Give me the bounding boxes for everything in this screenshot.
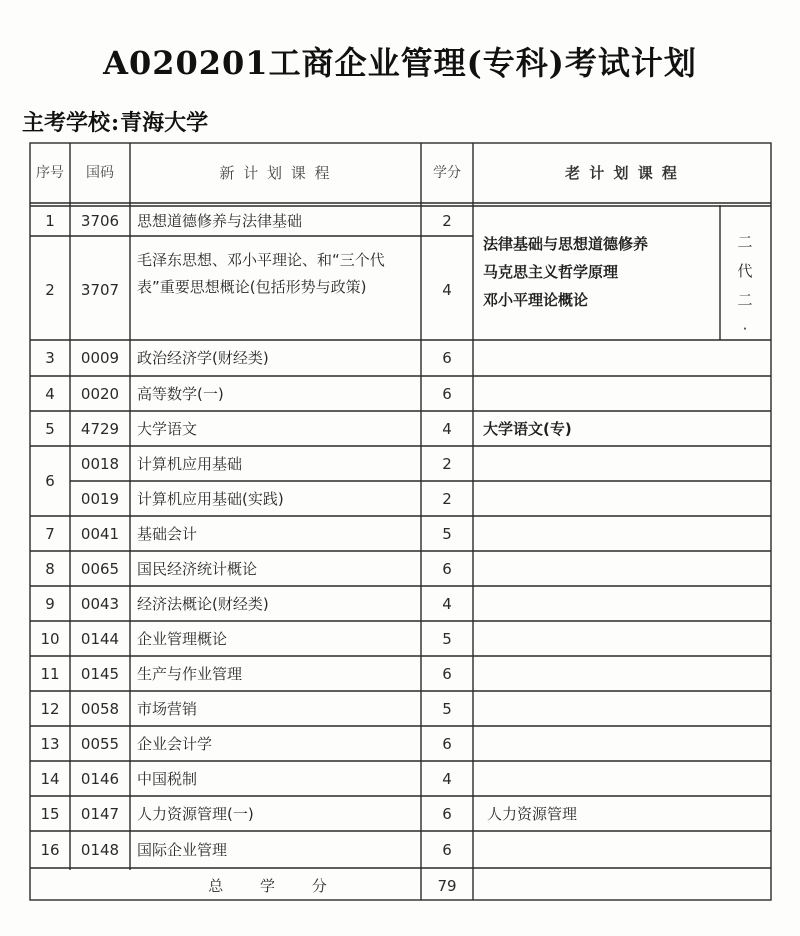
row-4-seq: 4 (45, 385, 55, 403)
row-8-credit: 6 (442, 560, 452, 578)
row-3-code: 0009 (80, 349, 120, 367)
header-credit: 学分 (433, 165, 461, 181)
row-10-seq: 10 (40, 630, 60, 648)
header-seq: 序号 (36, 165, 64, 181)
row-10-code: 0144 (80, 630, 120, 648)
row-14-seq: 14 (40, 770, 60, 788)
row-6a-course: 计算机应用基础 (137, 455, 243, 473)
row-6a-code: 0018 (80, 455, 120, 473)
row-7-seq: 7 (45, 525, 55, 543)
row-3-seq: 3 (45, 349, 55, 367)
header-code: 国码 (86, 165, 114, 181)
row-13-course: 企业会计学 (137, 735, 213, 753)
row-14-credit: 4 (442, 770, 452, 788)
total-credits-value: 79 (437, 877, 457, 895)
old-course-row-5: 大学语文(专) (483, 420, 572, 438)
row-4-course: 高等数学(一) (137, 385, 224, 403)
row-6b-credit: 2 (442, 490, 452, 508)
row-9-code: 0043 (80, 595, 120, 613)
total-credits-label: 总 学 分 (208, 877, 343, 895)
row-12-credit: 5 (442, 700, 452, 718)
row-6b-course: 计算机应用基础(实践) (137, 490, 284, 508)
row-2-seq: 2 (45, 281, 55, 299)
row-11-course: 生产与作业管理 (137, 665, 243, 683)
row-12-code: 0058 (80, 700, 120, 718)
row-2-course: 毛泽东思想、邓小平理论、和“三个代表”重要思想概论(包括形势与政策) (137, 251, 385, 296)
row-13-code: 0055 (80, 735, 120, 753)
row-10-course: 企业管理概论 (137, 630, 228, 648)
row-6b-code: 0019 (80, 490, 120, 508)
row-11-credit: 6 (442, 665, 452, 683)
row-1-code: 3706 (80, 212, 120, 230)
row-5-course: 大学语文 (137, 420, 198, 438)
row-13-seq: 13 (40, 735, 60, 753)
row-12-seq: 12 (40, 700, 60, 718)
row-12-course: 市场营销 (137, 700, 198, 718)
row-5-code: 4729 (80, 420, 120, 438)
host-school-name: 青海大学 (120, 110, 209, 136)
row-15-course: 人力资源管理(一) (137, 805, 254, 823)
row-2-credit: 4 (442, 281, 452, 299)
row-9-credit: 4 (442, 595, 452, 613)
row-10-credit: 5 (442, 630, 452, 648)
row-4-credit: 6 (442, 385, 452, 403)
header-old-course: 老 计 划 课 程 (565, 164, 679, 182)
row-1-seq: 1 (45, 212, 55, 230)
row-6a-credit: 2 (442, 455, 452, 473)
row-5-seq: 5 (45, 420, 55, 438)
row-7-code: 0041 (80, 525, 120, 543)
row-8-seq: 8 (45, 560, 55, 578)
row-14-course: 中国税制 (137, 770, 198, 788)
row-16-code: 0148 (80, 841, 120, 859)
side-note-char-4: · (742, 320, 748, 338)
row-3-credit: 6 (442, 349, 452, 367)
side-note-char-3: 二 (737, 291, 753, 309)
row-4-code: 0020 (80, 385, 120, 403)
row-15-credit: 6 (442, 805, 452, 823)
row-11-seq: 11 (40, 665, 60, 683)
row-16-course: 国际企业管理 (137, 841, 228, 859)
row-3-course: 政治经济学(财经类) (137, 349, 269, 367)
row-9-seq: 9 (45, 595, 55, 613)
host-school: 主考学校:青海大学 (22, 110, 209, 136)
row-1-course: 思想道德修养与法律基础 (137, 212, 303, 230)
row-14-code: 0146 (80, 770, 120, 788)
row-15-code: 0147 (80, 805, 120, 823)
old-course-row-15: 人力资源管理 (487, 805, 578, 823)
row-16-seq: 16 (40, 841, 60, 859)
host-school-label: 主考学校 (22, 110, 111, 136)
page-title: A020201工商企业管理(专科)考试计划 (103, 44, 697, 82)
row-1-credit: 2 (442, 212, 452, 230)
row-8-code: 0065 (80, 560, 120, 578)
row-5-credit: 4 (442, 420, 452, 438)
old-course-3: 邓小平理论概论 (483, 291, 589, 309)
row-2-code: 3707 (80, 281, 120, 299)
row-9-course: 经济法概论(财经类) (137, 595, 269, 613)
row-11-code: 0145 (80, 665, 120, 683)
row-7-course: 基础会计 (137, 525, 198, 543)
old-course-2: 马克思主义哲学原理 (483, 263, 619, 281)
old-course-1: 法律基础与思想道德修养 (483, 235, 649, 253)
old-course-side-note (735, 228, 755, 344)
row-15-seq: 15 (40, 805, 60, 823)
row-7-credit: 5 (442, 525, 452, 543)
row-6-seq: 6 (45, 472, 55, 490)
side-note-char-2: 代 (737, 262, 753, 280)
row-8-course: 国民经济统计概论 (137, 560, 258, 578)
header-new-course: 新 计 划 课 程 (219, 164, 332, 182)
row-16-credit: 6 (442, 841, 452, 859)
row-13-credit: 6 (442, 735, 452, 753)
side-note-char-1: 二 (737, 233, 753, 251)
